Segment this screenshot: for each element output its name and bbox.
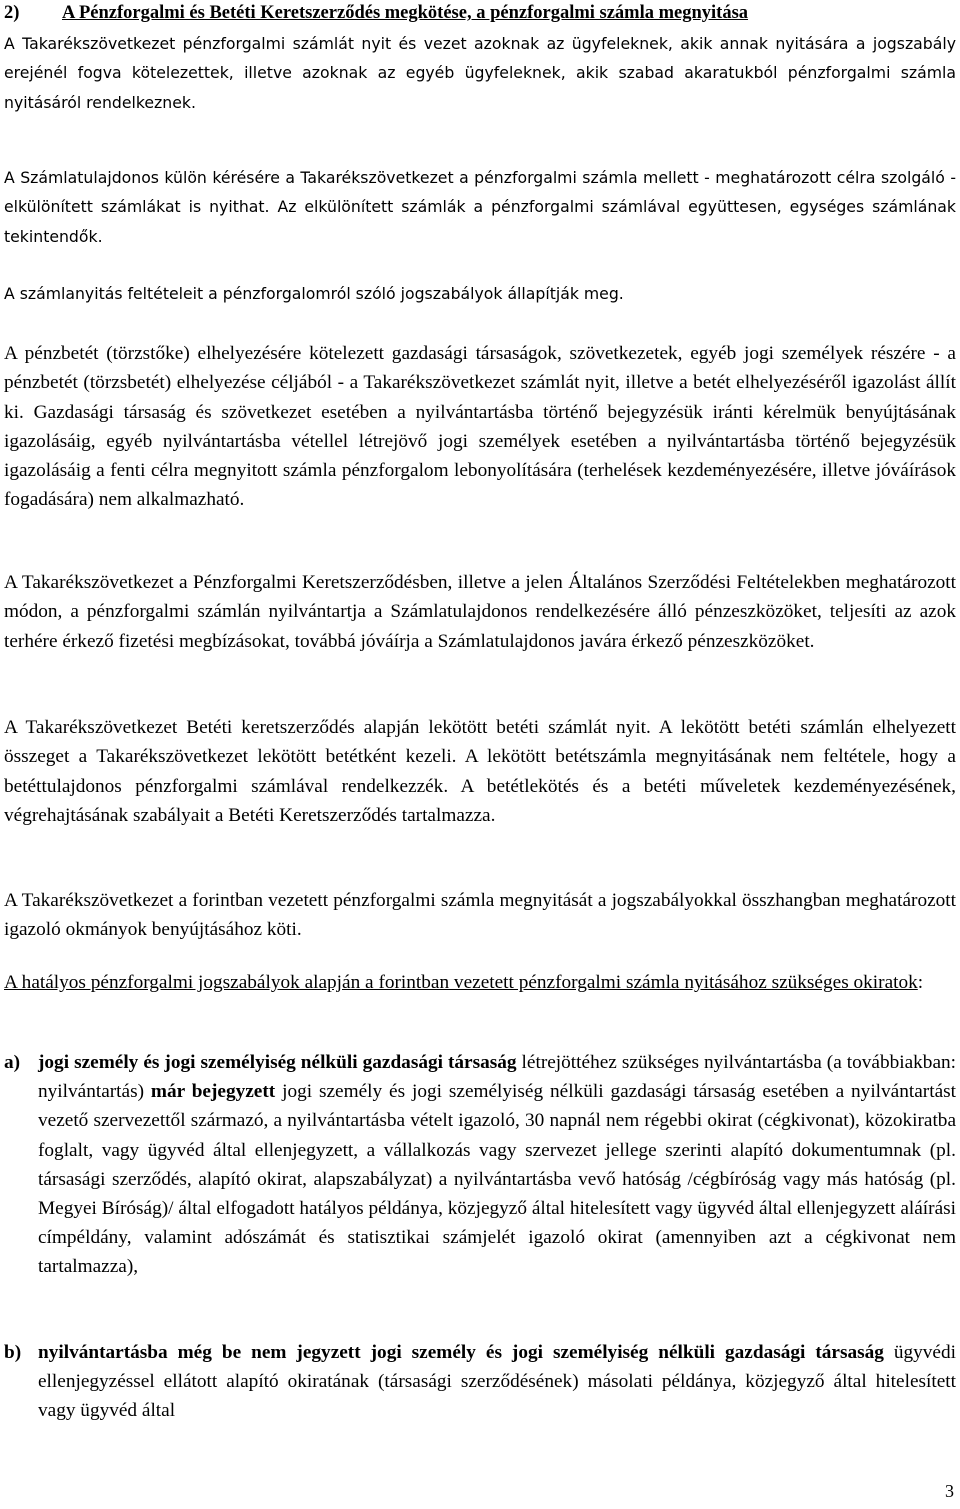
list-marker-b: b) <box>4 1342 22 1363</box>
required-documents-colon: : <box>917 972 924 993</box>
item-a-text-1: létrejöttéhez szükséges nyilvántartásba (a továbbiakban: nyilvántartás) <box>38 1052 956 1103</box>
paragraph-separate-accounts: A Számlatulajdonos külön kérésére a Takarékszövetkezet a pénzforgalmi számla mellett - meghatározott célra szolgáló - elkülönített számlákat is nyithat. Az elkülönített számlák a pénzforgalmi számlával együttesen, egységes számlának tekintendők. <box>4 168 956 246</box>
list-item-b <box>4 1338 956 1426</box>
required-documents-heading: A hatályos pénzforgalmi jogszabályok alapján a forintban vezetett pénzforgalmi számla nyitásához szükséges okiratok <box>4 972 918 993</box>
paragraph-framework-contract: A Takarékszövetkezet a Pénzforgalmi Keretszerződésben, illetve a jelen Általános Szerződési Feltételekben meghatározott módon, a pénzforgalmi számlán nyilvántartja a Számlatulajdonos rendelkezésére álló pénzeszközöket, teljesíti az azok terhére érkező fizetési megbízásokat, továbbá jóváírja a Számlatulajdonos javára érkező pénzeszközöket. <box>4 572 956 652</box>
list-marker-a: a) <box>4 1052 21 1073</box>
section-title: A Pénzforgalmi és Betéti Keretszerződés megkötése, a pénzforgalmi számla megnyitása <box>62 3 749 23</box>
paragraph-capital-deposit: A pénzbetét (törzstőke) elhelyezésére kötelezett gazdasági társaságok, szövetkezetek, egyéb jogi személyek részére - a pénzbetét (törzsbetét) elhelyezése céljából - a Takarékszövetkezet számlát nyit, illetve a betét elhelyezéséről igazolást állít ki. Gazdasági társaság és szövetkezet esetében a nyilvántartásba történő bejegyzésük iránti kérelmük benyújtásának igazolásáig, egyéb nyilvántartásba vétellel létrejövő jogi személyek esetében a nyilvántartásba történő bejegyzésük igazolásáig a fenti célra megnyitott számla pénzforgalom lebonyolítására (terhelések kezdeményezésére, illetve jóváírások fogadására) nem alkalmazható. <box>4 343 956 511</box>
section-heading <box>4 2 954 24</box>
item-a-text-2: jogi személy és jogi személyiség nélküli gazdasági társaság esetében a nyilvántartást vezető szervezettől származó, a nyilvántartásba vételt igazoló, 30 napnál nem régebbi okirat (cégkivonat), közokiratba foglalt, vagy ügyvéd által ellenjegyzett, a vállalkozás vagy szervezet jellege szerinti alapító dokumentumnak (pl. társasági szerződés, alapító okirat, alapszabályzat) a nyilvántartásba vevő hatóság /cégbíróság vagy más hatóság (pl. Megyei Bíróság)/ által elfogadott hatályos példánya, közjegyző által hitelesített vagy ügyvéd által ellenjegyzett aláírási címpéldány, valamint adószámát és statisztikai számjelét igazoló okirat (amennyiben azt a cégkivonat nem tartalmazza), <box>38 1081 956 1278</box>
list-item-a <box>4 1048 956 1282</box>
paragraph-forint-account: A Takarékszövetkezet a forintban vezetett pénzforgalmi számla megnyitását a jogszabályokkal összhangban meghatározott igazoló okmányok benyújtásához köti. <box>4 890 956 941</box>
section-number: 2) <box>4 3 20 23</box>
paragraph-required-documents <box>4 968 956 997</box>
list-item-b-body <box>38 1338 956 1426</box>
paragraph-account-opening: A Takarékszövetkezet pénzforgalmi számlát nyit és vezet azoknak az ügyfeleknek, akik annak nyitására a jogszabály erejénél fogva kötelezettek, illetve azoknak az egyéb ügyfeleknek, akik szabad akaratukból pénzforgalmi számla nyitásáról rendelkeznek. <box>4 34 956 112</box>
list-item-a-body <box>38 1048 956 1282</box>
paragraph-opening-conditions: A számlanyitás feltételeit a pénzforgalomról szóló jogszabályok állapítják meg. <box>4 284 624 303</box>
item-b-bold-1: nyilvántartásba még be nem jegyzett jogi személy és jogi személyiség nélküli gazdasági társaság <box>38 1342 884 1363</box>
item-a-bold-2: már bejegyzett <box>150 1081 276 1103</box>
item-a-bold-1: jogi személy és jogi személyiség nélküli gazdasági társaság <box>38 1052 517 1073</box>
item-b-text-1: ügyvédi ellenjegyzéssel ellátott alapító okiratának (társasági szerződésének) másolati példánya, közjegyző által hitelesített vagy ügyvéd által <box>38 1342 956 1422</box>
page-number: 3 <box>945 1481 954 1501</box>
paragraph-deposit-account: A Takarékszövetkezet Betéti keretszerződés alapján lekötött betéti számlát nyit. A lekötött betéti számlán elhelyezett összeget a Takarékszövetkezet lekötött betétként kezeli. A lekötött betétszámla megnyitásának nem feltétele, hogy a betéttulajdonos pénzforgalmi számlával rendelkezzék. A betétlekötés és a betéti műveletek kezdeményezésének, végrehajtásának szabályait a Betéti Keretszerződés tartalmazza. <box>4 717 956 826</box>
